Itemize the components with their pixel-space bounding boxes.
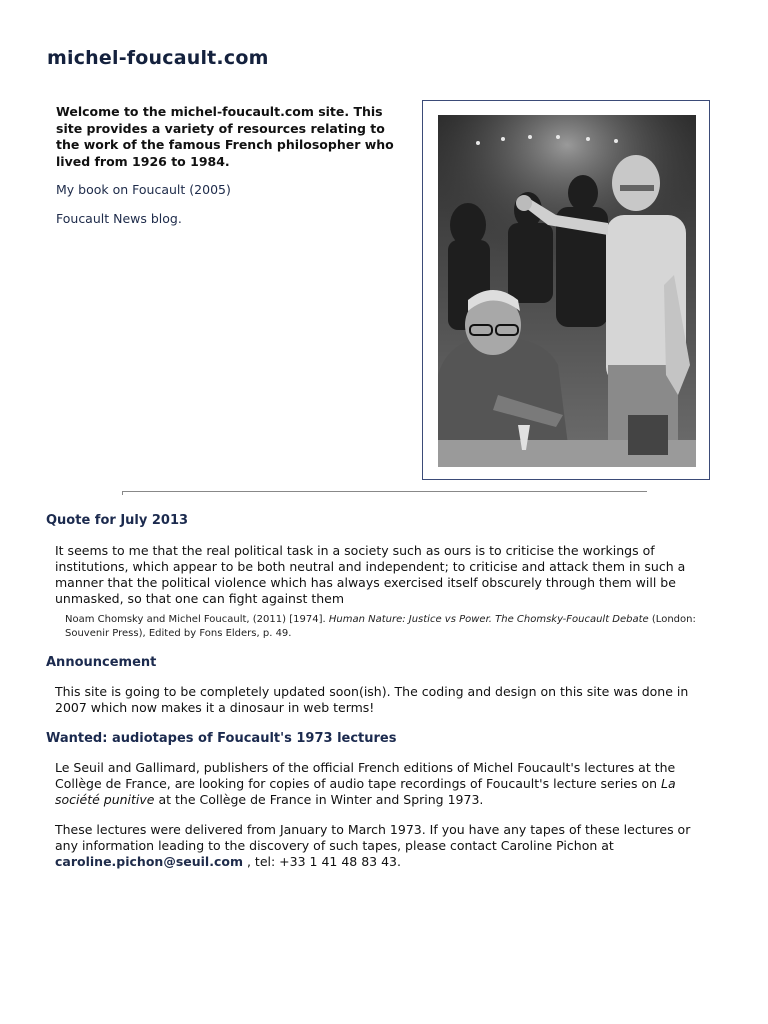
cite-title: Human Nature: Justice vs Power. The Chomsky-Foucault Debate bbox=[328, 614, 649, 625]
announcement-heading: Announcement bbox=[46, 655, 157, 670]
welcome-text: Welcome to the michel-foucault.com site. This site provides a variety of resources relating to the work of the famous French philosopher who lived from 1926 to 1984. bbox=[56, 104, 394, 169]
intro-block bbox=[56, 104, 406, 239]
announcement-text: This site is going to be completely updated soon(ish). The coding and design on this site was done in 2007 which now makes it a dinosaur in web terms! bbox=[55, 684, 689, 715]
wanted-p2-text: These lectures were delivered from January to March 1973. If you have any tapes of these lectures or any information leading to the discovery of such tapes, please contact Caroline Pichon at bbox=[55, 822, 691, 853]
wanted-p1-before: Le Seuil and Gallimard, publishers of the official French editions of Michel Foucault's lectures at the Collège de France, are looking for copies of audio tape recordings of Foucault's lecture series on bbox=[55, 760, 676, 791]
wanted-heading: Wanted: audiotapes of Foucault's 1973 lectures bbox=[46, 731, 397, 746]
wanted-paragraph-1 bbox=[55, 760, 706, 808]
wanted-phone: , tel: +33 1 41 48 83 43. bbox=[246, 854, 401, 869]
cite-authors: Noam Chomsky and Michel Foucault, (2011) [1974]. bbox=[65, 614, 326, 625]
photo-of-foucault-and-sartre bbox=[438, 115, 696, 467]
book-year: (2005) bbox=[189, 182, 231, 197]
news-line bbox=[56, 211, 406, 228]
quote-section bbox=[46, 513, 706, 641]
quote-heading: Quote for July 2013 bbox=[46, 513, 189, 528]
book-link[interactable]: My book on Foucault bbox=[56, 182, 186, 197]
wanted-paragraph-2 bbox=[55, 822, 706, 870]
section-divider bbox=[122, 491, 647, 495]
wanted-section bbox=[46, 731, 706, 870]
quote-citation bbox=[65, 613, 706, 641]
cite-rest: (London: Souvenir Press), Edited by Fons Elders, p. 49. bbox=[65, 614, 696, 639]
announcement-section bbox=[46, 655, 706, 716]
wanted-p1-title: La société punitive bbox=[55, 776, 676, 807]
site-title[interactable]: michel-foucault.com bbox=[47, 47, 269, 69]
email-link[interactable]: caroline.pichon@seuil.com bbox=[55, 854, 243, 869]
news-blog-link[interactable]: Foucault News blog bbox=[56, 210, 178, 226]
news-suffix: . bbox=[177, 210, 182, 226]
wanted-p1-after: at the Collège de France in Winter and Spring 1973. bbox=[158, 792, 484, 807]
quote-text: It seems to me that the real political task in a society such as ours is to criticise the workings of institutions, which appear to be both neutral and independent; to criticise and attack them in such a manner that the political violence which has always exercised itself obscurely through them will be unmasked, so that one can fight against them bbox=[55, 543, 686, 606]
book-line bbox=[56, 182, 406, 199]
photo-frame bbox=[422, 100, 710, 480]
